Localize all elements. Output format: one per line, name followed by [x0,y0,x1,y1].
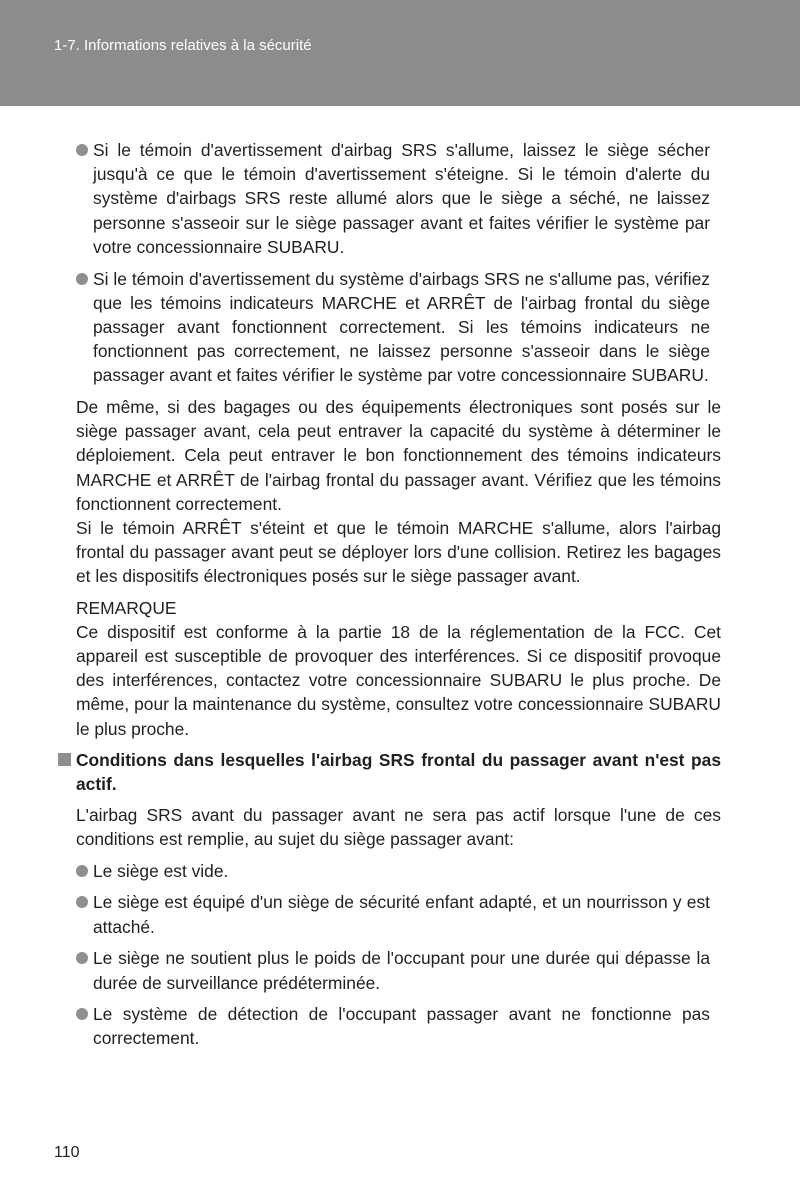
section-heading-text: Conditions dans lesquelles l'airbag SRS frontal du passager avant n'est pas actif. [76,749,721,795]
bullet-item [76,267,710,388]
condition-item [76,946,710,994]
bullet-dot-icon [76,952,88,964]
remark-text: Ce dispositif est conforme à la partie 18 de la réglementation de la FCC. Cet appareil est susceptible de provoquer des interférences. Si ce dispositif provoque des interférences, contactez votre concessionnaire SUBARU le plus proche. De même, pour la maintenance du système, consultez votre concessionnaire SUBARU le plus proche. [76,621,721,739]
bullet-text: Si le témoin d'avertissement d'airbag SRS s'allume, laissez le siège sécher jusqu'à ce que le témoin d'avertissement s'éteigne. Si le témoin d'alerte du système d'airbags SRS reste allumé alors que le siège a séché, ne laissez personne s'asseoir sur le siège passager avant et faites vérifier le système par votre concessionnaire SUBARU. [93,140,710,257]
bullet-dot-icon [76,865,88,877]
bullet-dot-icon [76,896,88,908]
paragraph-off-light: Si le témoin ARRÊT s'éteint et que le témoin MARCHE s'allume, alors l'airbag frontal du passager avant peut se déployer lors d'une collision. Retirez les bagages et les dispositifs électroniques posés sur le siège passager avant. [76,518,721,587]
condition-text: Le système de détection de l'occupant passager avant ne fonctionne pas correctement. [93,1004,710,1049]
bullet-dot-icon [76,273,88,285]
section-heading [76,748,721,796]
bullet-dot-icon [76,1008,88,1020]
condition-text: Le siège ne soutient plus le poids de l'occupant pour une durée qui dépasse la durée de surveillance prédéterminée. [93,948,710,993]
bullet-dot-icon [76,144,88,156]
condition-text: Le siège est vide. [93,860,229,881]
page-content [76,138,721,1058]
condition-text: Le siège est équipé d'un siège de sécurité enfant adapté, et un nourrisson y est attaché. [93,892,710,937]
square-bullet-icon [58,753,71,766]
remark-label: REMARQUE [76,597,177,618]
header-band [0,0,800,106]
condition-item [76,890,710,938]
section-title: 1-7. Informations relatives à la sécurité [54,37,312,54]
condition-item [76,1002,710,1050]
paragraph-luggage: De même, si des bagages ou des équipements électroniques sont posés sur le siège passager avant, cela peut entraver la capacité du système à déterminer le déploiement. Cela peut entraver le bon fonctionnement des témoins indicateurs MARCHE et ARRÊT de l'airbag frontal du passager avant. Vérifiez que les témoins fonctionnent correctement. [76,397,721,514]
section-intro: L'airbag SRS avant du passager avant ne sera pas actif lorsque l'une de ces conditions est remplie, au sujet du siège passager avant: [76,805,721,850]
bullet-item [76,138,710,259]
page-number: 110 [54,1144,80,1161]
bullet-text: Si le témoin d'avertissement du système d'airbags SRS ne s'allume pas, vérifiez que les témoins indicateurs MARCHE et ARRÊT de l'airbag frontal du siège passager avant fonctionnent correctement. Si les témoins indicateurs ne fonctionnent pas correctement, ne laissez personne s'asseoir dans le siège passager avant et faites vérifier le système par votre concessionnaire SUBARU. [93,268,710,386]
condition-item [76,859,710,883]
